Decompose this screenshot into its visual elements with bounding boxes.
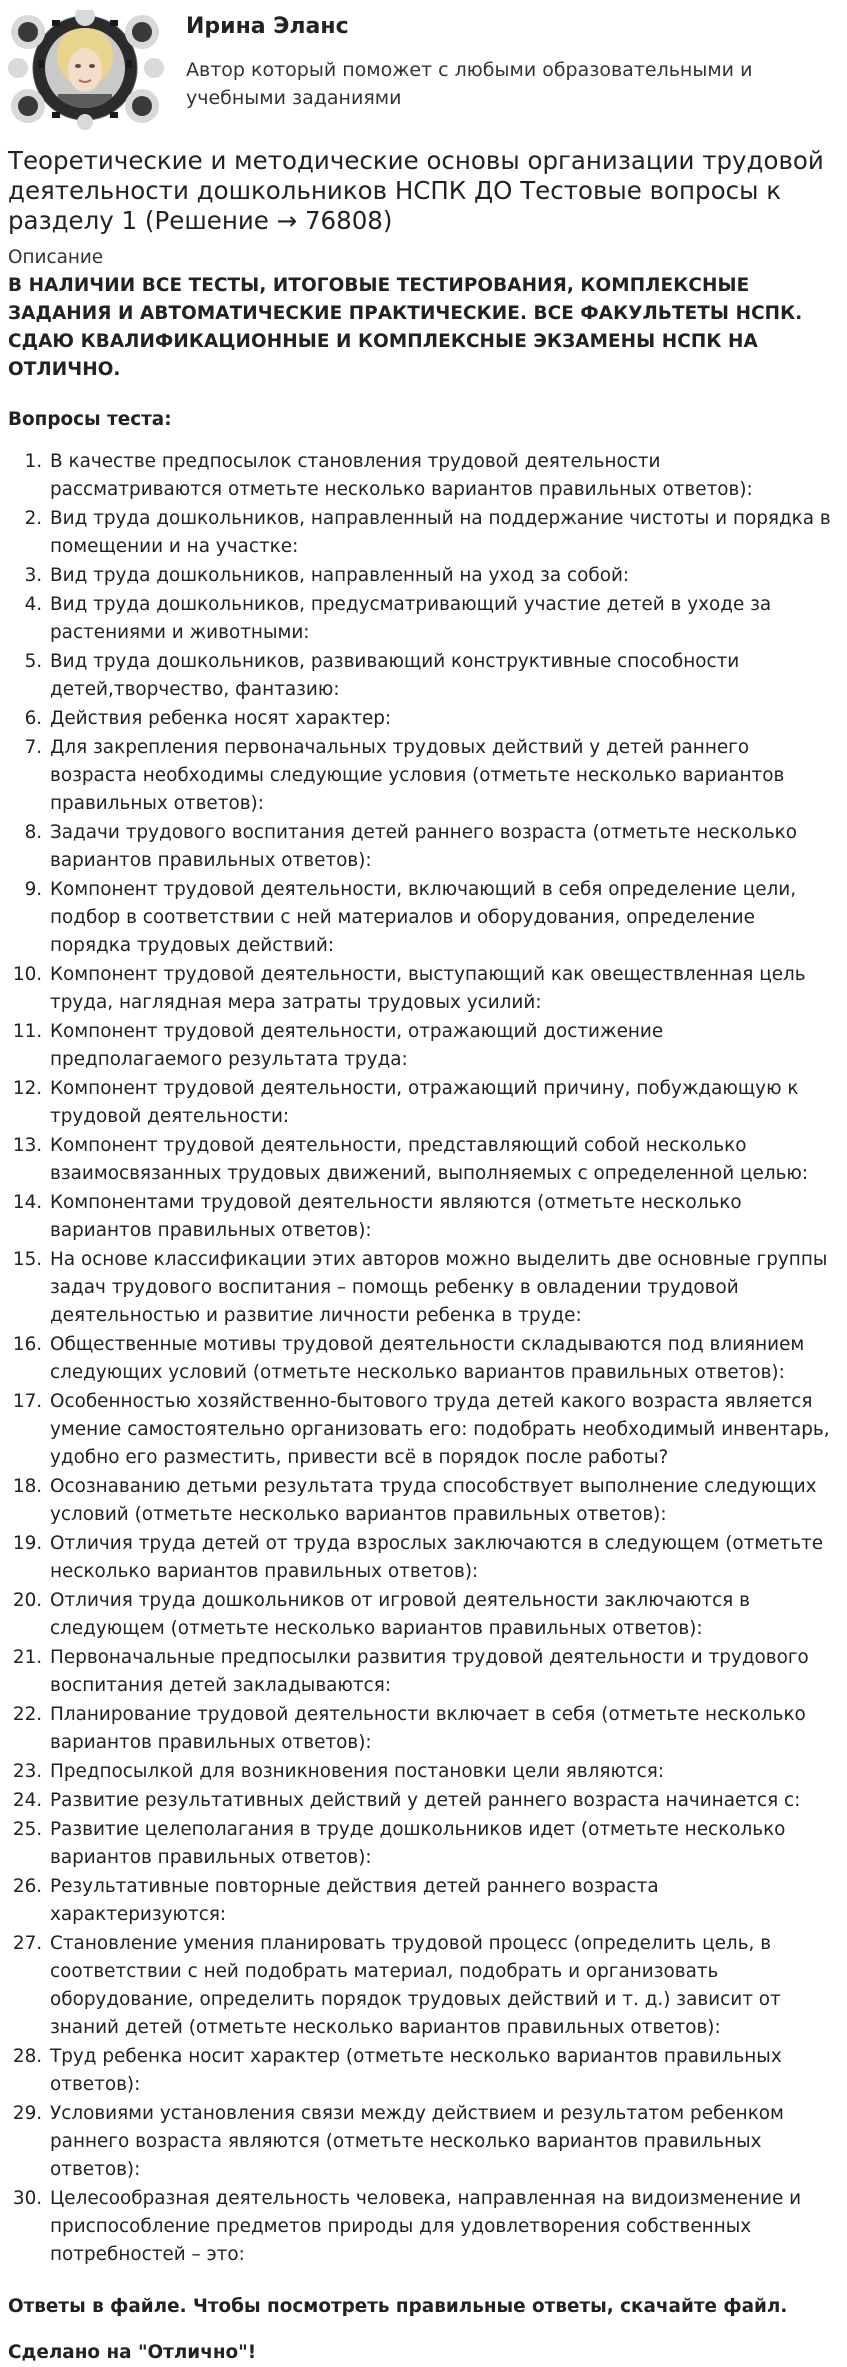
question-item: 10. Компонент трудовой деятельности, выступающий как овеществленная цель труда, наглядная мера затраты трудовых усилий: bbox=[48, 961, 838, 1017]
question-item: 25. Развитие целеполагания в труде дошкольников идет (отметьте несколько вариантов правильных ответов): bbox=[48, 1816, 838, 1872]
question-item: 18. Осознаванию детьми результата труда способствует выполнение следующих условий (отметьте несколько вариантов правильных ответов): bbox=[48, 1473, 838, 1529]
question-item: 11. Компонент трудовой деятельности, отражающий достижение предполагаемого результата труда: bbox=[48, 1018, 838, 1074]
done-note: Сделано на "Отлично"! bbox=[8, 2342, 257, 2363]
question-item: 30. Целесообразная деятельность человека, направленная на видоизменение и приспособление предметов природы для удовлетворения собственных потребностей – это: bbox=[48, 2185, 838, 2269]
author-name[interactable]: Ирина Эланс bbox=[186, 14, 349, 39]
question-item: 15. На основе классификации этих авторов можно выделить две основные группы задач трудового воспитания – помощь ребенку в овладении трудовой деятельностью и развитие личности ребенка в труде: bbox=[48, 1246, 838, 1330]
author-avatar[interactable] bbox=[8, 10, 164, 130]
question-item: 20. Отличия труда дошкольников от игровой деятельности заключаются в следующем (отметьте несколько вариантов правильных ответов): bbox=[48, 1587, 838, 1643]
question-item: 14. Компонентами трудовой деятельности являются (отметьте несколько вариантов правильных ответов): bbox=[48, 1189, 838, 1245]
question-item: 17. Особенностью хозяйственно-бытового труда детей какого возраста является умение самостоятельно организовать его: подобрать необходимый инвентарь, удобно его разместить, привести всё в порядок после работы? bbox=[48, 1388, 838, 1472]
question-item: 7. Для закрепления первоначальных трудовых действий у детей раннего возраста необходимы следующие условия (отметьте несколько вариантов правильных ответов): bbox=[48, 734, 838, 818]
film-frame-avatar-image bbox=[8, 10, 164, 130]
question-item: 21. Первоначальные предпосылки развития трудовой деятельности и трудового воспитания детей закладываются: bbox=[48, 1644, 838, 1700]
questions-list bbox=[8, 448, 838, 2269]
author-description: Автор который поможет с любыми образовательными и учебными заданиями bbox=[186, 59, 753, 109]
question-item: 1. В качестве предпосылок становления трудовой деятельности рассматриваются отметьте несколько вариантов правильных ответов): bbox=[48, 448, 838, 504]
question-item: 24. Развитие результативных действий у детей раннего возраста начинается с: bbox=[48, 1787, 838, 1815]
description-label: Описание bbox=[8, 247, 104, 268]
question-item: 4. Вид труда дошкольников, предусматривающий участие детей в уходе за растениями и животными: bbox=[48, 591, 838, 647]
description-section bbox=[8, 244, 838, 2367]
question-item: 9. Компонент трудовой деятельности, включающий в себя определение цели, подбор в соответствии с ней материалов и оборудования, определение порядка трудовых действий: bbox=[48, 876, 838, 960]
answers-note: Ответы в файле. Чтобы посмотреть правильные ответы, скачайте файл. bbox=[8, 2296, 788, 2317]
question-item: 8. Задачи трудового воспитания детей раннего возраста (отметьте несколько вариантов правильных ответов): bbox=[48, 819, 838, 875]
question-item: 16. Общественные мотивы трудовой деятельности складываются под влиянием следующих условий (отметьте несколько вариантов правильных ответов): bbox=[48, 1331, 838, 1387]
question-item: 29. Условиями установления связи между действием и результатом ребенком раннего возраста являются (отметьте несколько вариантов правильных ответов): bbox=[48, 2100, 838, 2184]
question-item: 27. Становление умения планировать трудовой процесс (определить цель, в соответствии с ней подобрать материал, подобрать и организовать оборудование, определить порядок трудовых действий и т. д.) зависит от знаний детей (отметьте несколько вариантов правильных ответов): bbox=[48, 1930, 838, 2042]
question-item: 6. Действия ребенка носят характер: bbox=[48, 705, 838, 733]
page-title: Теоретические и методические основы организации трудовой деятельности дошкольников НСПК ДО Тестовые вопросы к разделу 1 (Решение → 76808) bbox=[8, 146, 824, 235]
question-item: 13. Компонент трудовой деятельности, представляющий собой несколько взаимосвязанных трудовых движений, выполняемых с определенной целью: bbox=[48, 1132, 838, 1188]
author-card bbox=[8, 10, 838, 130]
question-item: 22. Планирование трудовой деятельности включает в себя (отметьте несколько вариантов правильных ответов): bbox=[48, 1701, 838, 1757]
question-item: 12. Компонент трудовой деятельности, отражающий причину, побуждающую к трудовой деятельности: bbox=[48, 1075, 838, 1131]
question-item: 28. Труд ребенка носит характер (отметьте несколько вариантов правильных ответов): bbox=[48, 2043, 838, 2099]
questions-heading: Вопросы теста: bbox=[8, 409, 172, 430]
question-item: 26. Результативные повторные действия детей раннего возраста характеризуются: bbox=[48, 1873, 838, 1929]
question-item: 2. Вид труда дошкольников, направленный на поддержание чистоты и порядка в помещении и на участке: bbox=[48, 505, 838, 561]
question-item: 3. Вид труда дошкольников, направленный на уход за собой: bbox=[48, 562, 838, 590]
question-item: 19. Отличия труда детей от труда взрослых заключаются в следующем (отметьте несколько вариантов правильных ответов): bbox=[48, 1530, 838, 1586]
availability-notice: В НАЛИЧИИ ВСЕ ТЕСТЫ, ИТОГОВЫЕ ТЕСТИРОВАНИЯ, КОМПЛЕКСНЫЕ ЗАДАНИЯ И АВТОМАТИЧЕСКИЕ ПРАКТИЧЕСКИЕ. ВСЕ ФАКУЛЬТЕТЫ НСПК. СДАЮ КВАЛИФИКАЦИОННЫЕ И КОМПЛЕКСНЫЕ ЭКЗАМЕНЫ НСПК НА ОТЛИЧНО. bbox=[8, 275, 803, 380]
question-item: 5. Вид труда дошкольников, развивающий конструктивные способности детей,творчество, фантазию: bbox=[48, 648, 838, 704]
question-item: 23. Предпосылкой для возникновения постановки цели являются: bbox=[48, 1758, 838, 1786]
